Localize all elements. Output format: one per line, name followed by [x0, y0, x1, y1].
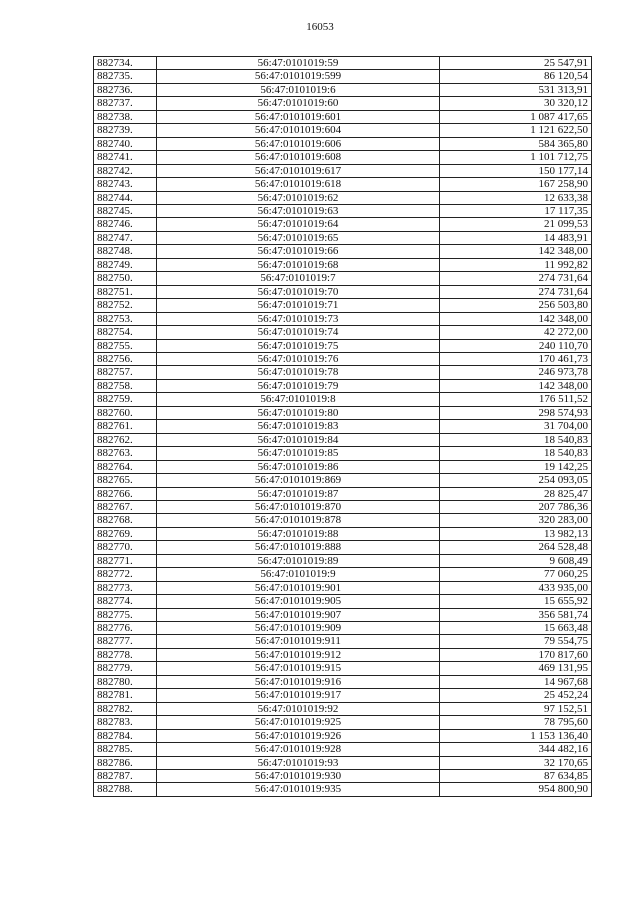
cadastral-value-cell: 13 982,13 — [440, 527, 592, 540]
table-row — [94, 662, 592, 675]
cadastral-value-cell: 31 704,00 — [440, 420, 592, 433]
cadastral-value-cell: 1 121 622,50 — [440, 124, 592, 137]
cadastral-value-cell: 9 608,49 — [440, 554, 592, 567]
cadastral-number-cell: 56:47:0101019:84 — [157, 433, 440, 446]
table-row — [94, 743, 592, 756]
cadastral-value-cell: 356 581,74 — [440, 608, 592, 621]
row-number-cell: 882778. — [94, 648, 157, 661]
row-number-cell: 882779. — [94, 662, 157, 675]
cadastral-number-cell: 56:47:0101019:59 — [157, 57, 440, 70]
cadastral-value-cell: 18 540,83 — [440, 447, 592, 460]
cadastral-value-cell: 21 099,53 — [440, 218, 592, 231]
table-row — [94, 406, 592, 419]
cadastral-value-cell: 25 547,91 — [440, 57, 592, 70]
cadastral-number-cell: 56:47:0101019:6 — [157, 83, 440, 96]
cadastral-value-cell: 274 731,64 — [440, 285, 592, 298]
cadastral-number-cell: 56:47:0101019:878 — [157, 514, 440, 527]
cadastral-number-cell: 56:47:0101019:87 — [157, 487, 440, 500]
row-number-cell: 882787. — [94, 770, 157, 783]
table-row — [94, 702, 592, 715]
row-number-cell: 882764. — [94, 460, 157, 473]
table-row — [94, 151, 592, 164]
cadastral-number-cell: 56:47:0101019:88 — [157, 527, 440, 540]
row-number-cell: 882776. — [94, 622, 157, 635]
row-number-cell: 882735. — [94, 70, 157, 83]
table-row — [94, 164, 592, 177]
table-row — [94, 756, 592, 769]
row-number-cell: 882785. — [94, 743, 157, 756]
cadastral-number-cell: 56:47:0101019:64 — [157, 218, 440, 231]
cadastral-number-cell: 56:47:0101019:928 — [157, 743, 440, 756]
table-row — [94, 124, 592, 137]
cadastral-number-cell: 56:47:0101019:905 — [157, 595, 440, 608]
table-row — [94, 608, 592, 621]
table-row — [94, 581, 592, 594]
cadastral-number-cell: 56:47:0101019:7 — [157, 272, 440, 285]
cadastral-value-cell: 1 153 136,40 — [440, 729, 592, 742]
cadastral-number-cell: 56:47:0101019:930 — [157, 770, 440, 783]
table-row — [94, 487, 592, 500]
table-row — [94, 245, 592, 258]
cadastral-number-cell: 56:47:0101019:888 — [157, 541, 440, 554]
table-row — [94, 97, 592, 110]
row-number-cell: 882742. — [94, 164, 157, 177]
cadastral-value-cell: 240 110,70 — [440, 339, 592, 352]
cadastral-number-cell: 56:47:0101019:909 — [157, 622, 440, 635]
row-number-cell: 882786. — [94, 756, 157, 769]
table-row — [94, 339, 592, 352]
table-row — [94, 675, 592, 688]
table-row — [94, 635, 592, 648]
table-row — [94, 541, 592, 554]
cadastral-number-cell: 56:47:0101019:70 — [157, 285, 440, 298]
cadastral-number-cell: 56:47:0101019:901 — [157, 581, 440, 594]
cadastral-number-cell: 56:47:0101019:915 — [157, 662, 440, 675]
cadastral-number-cell: 56:47:0101019:617 — [157, 164, 440, 177]
cadastral-number-cell: 56:47:0101019:604 — [157, 124, 440, 137]
cadastral-number-cell: 56:47:0101019:74 — [157, 326, 440, 339]
cadastral-value-cell: 344 482,16 — [440, 743, 592, 756]
table-row — [94, 393, 592, 406]
table-row — [94, 285, 592, 298]
table-row — [94, 783, 592, 796]
cadastral-value-cell: 150 177,14 — [440, 164, 592, 177]
table-row — [94, 500, 592, 513]
table-row — [94, 191, 592, 204]
cadastral-value-cell: 469 131,95 — [440, 662, 592, 675]
cadastral-value-cell: 298 574,93 — [440, 406, 592, 419]
cadastral-number-cell: 56:47:0101019:618 — [157, 178, 440, 191]
row-number-cell: 882734. — [94, 57, 157, 70]
cadastral-value-cell: 14 483,91 — [440, 231, 592, 244]
cadastral-value-cell: 42 272,00 — [440, 326, 592, 339]
cadastral-number-cell: 56:47:0101019:601 — [157, 110, 440, 123]
cadastral-number-cell: 56:47:0101019:65 — [157, 231, 440, 244]
cadastral-number-cell: 56:47:0101019:608 — [157, 151, 440, 164]
cadastral-number-cell: 56:47:0101019:71 — [157, 299, 440, 312]
row-number-cell: 882781. — [94, 689, 157, 702]
cadastral-number-cell: 56:47:0101019:925 — [157, 716, 440, 729]
cadastral-number-cell: 56:47:0101019:917 — [157, 689, 440, 702]
row-number-cell: 882775. — [94, 608, 157, 621]
row-number-cell: 882769. — [94, 527, 157, 540]
row-number-cell: 882762. — [94, 433, 157, 446]
row-number-cell: 882746. — [94, 218, 157, 231]
row-number-cell: 882758. — [94, 379, 157, 392]
row-number-cell: 882788. — [94, 783, 157, 796]
row-number-cell: 882761. — [94, 420, 157, 433]
cadastral-value-cell: 15 655,92 — [440, 595, 592, 608]
table-row — [94, 110, 592, 123]
cadastral-value-cell: 274 731,64 — [440, 272, 592, 285]
cadastral-value-cell: 11 992,82 — [440, 258, 592, 271]
row-number-cell: 882759. — [94, 393, 157, 406]
cadastral-value-cell: 17 117,35 — [440, 204, 592, 217]
cadastral-number-cell: 56:47:0101019:916 — [157, 675, 440, 688]
table-row — [94, 204, 592, 217]
cadastral-value-cell: 86 120,54 — [440, 70, 592, 83]
row-number-cell: 882780. — [94, 675, 157, 688]
cadastral-number-cell: 56:47:0101019:86 — [157, 460, 440, 473]
table-row — [94, 460, 592, 473]
cadastral-number-cell: 56:47:0101019:911 — [157, 635, 440, 648]
cadastral-value-cell: 1 101 712,75 — [440, 151, 592, 164]
cadastral-number-cell: 56:47:0101019:80 — [157, 406, 440, 419]
table-row — [94, 648, 592, 661]
cadastral-value-cell: 78 795,60 — [440, 716, 592, 729]
row-number-cell: 882766. — [94, 487, 157, 500]
row-number-cell: 882767. — [94, 500, 157, 513]
row-number-cell: 882749. — [94, 258, 157, 271]
cadastral-value-cell: 246 973,78 — [440, 366, 592, 379]
cadastral-number-cell: 56:47:0101019:76 — [157, 352, 440, 365]
row-number-cell: 882744. — [94, 191, 157, 204]
table-row — [94, 178, 592, 191]
row-number-cell: 882757. — [94, 366, 157, 379]
cadastral-value-cell: 87 634,85 — [440, 770, 592, 783]
table-row — [94, 299, 592, 312]
row-number-cell: 882751. — [94, 285, 157, 298]
cadastral-number-cell: 56:47:0101019:8 — [157, 393, 440, 406]
row-number-cell: 882783. — [94, 716, 157, 729]
table-row — [94, 729, 592, 742]
cadastral-number-cell: 56:47:0101019:599 — [157, 70, 440, 83]
cadastral-value-cell: 176 511,52 — [440, 393, 592, 406]
row-number-cell: 882768. — [94, 514, 157, 527]
row-number-cell: 882773. — [94, 581, 157, 594]
row-number-cell: 882755. — [94, 339, 157, 352]
cadastral-value-cell: 12 633,38 — [440, 191, 592, 204]
cadastral-value-cell: 28 825,47 — [440, 487, 592, 500]
cadastral-value-cell: 167 258,90 — [440, 178, 592, 191]
row-number-cell: 882771. — [94, 554, 157, 567]
cadastral-number-cell: 56:47:0101019:907 — [157, 608, 440, 621]
row-number-cell: 882745. — [94, 204, 157, 217]
table-row — [94, 595, 592, 608]
table-row — [94, 420, 592, 433]
cadastral-number-cell: 56:47:0101019:870 — [157, 500, 440, 513]
row-number-cell: 882754. — [94, 326, 157, 339]
cadastral-number-cell: 56:47:0101019:60 — [157, 97, 440, 110]
table-row — [94, 70, 592, 83]
cadastral-number-cell: 56:47:0101019:63 — [157, 204, 440, 217]
row-number-cell: 882743. — [94, 178, 157, 191]
cadastral-value-cell: 256 503,80 — [440, 299, 592, 312]
cadastral-value-cell: 142 348,00 — [440, 245, 592, 258]
cadastral-value-cell: 584 365,80 — [440, 137, 592, 150]
cadastral-number-cell: 56:47:0101019:85 — [157, 447, 440, 460]
row-number-cell: 882782. — [94, 702, 157, 715]
row-number-cell: 882763. — [94, 447, 157, 460]
cadastral-number-cell: 56:47:0101019:912 — [157, 648, 440, 661]
row-number-cell: 882740. — [94, 137, 157, 150]
table-row — [94, 514, 592, 527]
table-row — [94, 433, 592, 446]
cadastral-value-cell: 14 967,68 — [440, 675, 592, 688]
cadastral-number-cell: 56:47:0101019:93 — [157, 756, 440, 769]
table-row — [94, 770, 592, 783]
table-row — [94, 366, 592, 379]
cadastral-value-cell: 18 540,83 — [440, 433, 592, 446]
table-row — [94, 326, 592, 339]
cadastral-number-cell: 56:47:0101019:78 — [157, 366, 440, 379]
cadastral-number-cell: 56:47:0101019:869 — [157, 474, 440, 487]
row-number-cell: 882738. — [94, 110, 157, 123]
table-row — [94, 622, 592, 635]
row-number-cell: 882747. — [94, 231, 157, 244]
row-number-cell: 882741. — [94, 151, 157, 164]
cadastral-number-cell: 56:47:0101019:935 — [157, 783, 440, 796]
cadastral-number-cell: 56:47:0101019:62 — [157, 191, 440, 204]
cadastral-number-cell: 56:47:0101019:66 — [157, 245, 440, 258]
row-number-cell: 882756. — [94, 352, 157, 365]
cadastral-value-cell: 15 663,48 — [440, 622, 592, 635]
cadastral-value-cell: 97 152,51 — [440, 702, 592, 715]
table-row — [94, 352, 592, 365]
cadastral-value-cell: 142 348,00 — [440, 379, 592, 392]
cadastral-number-cell: 56:47:0101019:89 — [157, 554, 440, 567]
cadastral-value-cell: 433 935,00 — [440, 581, 592, 594]
page-number: 16053 — [306, 21, 334, 33]
row-number-cell: 882772. — [94, 568, 157, 581]
cadastral-number-cell: 56:47:0101019:9 — [157, 568, 440, 581]
cadastral-value-cell: 142 348,00 — [440, 312, 592, 325]
cadastral-number-cell: 56:47:0101019:83 — [157, 420, 440, 433]
table-row — [94, 272, 592, 285]
cadastral-number-cell: 56:47:0101019:926 — [157, 729, 440, 742]
cadastral-value-cell: 207 786,36 — [440, 500, 592, 513]
cadastral-value-cell: 954 800,90 — [440, 783, 592, 796]
cadastral-number-cell: 56:47:0101019:68 — [157, 258, 440, 271]
row-number-cell: 882750. — [94, 272, 157, 285]
cadastral-value-cell: 531 313,91 — [440, 83, 592, 96]
table-row — [94, 447, 592, 460]
table-row — [94, 527, 592, 540]
cadastral-value-cell: 170 817,60 — [440, 648, 592, 661]
cadastral-value-table — [93, 56, 592, 797]
row-number-cell: 882752. — [94, 299, 157, 312]
table-body — [94, 57, 592, 797]
table-row — [94, 689, 592, 702]
table-row — [94, 83, 592, 96]
cadastral-number-cell: 56:47:0101019:606 — [157, 137, 440, 150]
cadastral-value-cell: 19 142,25 — [440, 460, 592, 473]
cadastral-value-cell: 170 461,73 — [440, 352, 592, 365]
cadastral-value-cell: 77 060,25 — [440, 568, 592, 581]
cadastral-number-cell: 56:47:0101019:73 — [157, 312, 440, 325]
row-number-cell: 882739. — [94, 124, 157, 137]
cadastral-value-cell: 79 554,75 — [440, 635, 592, 648]
cadastral-value-cell: 1 087 417,65 — [440, 110, 592, 123]
row-number-cell: 882765. — [94, 474, 157, 487]
table-row — [94, 716, 592, 729]
table-row — [94, 258, 592, 271]
row-number-cell: 882737. — [94, 97, 157, 110]
row-number-cell: 882760. — [94, 406, 157, 419]
cadastral-number-cell: 56:47:0101019:92 — [157, 702, 440, 715]
row-number-cell: 882753. — [94, 312, 157, 325]
table-row — [94, 57, 592, 70]
cadastral-value-cell: 30 320,12 — [440, 97, 592, 110]
cadastral-value-cell: 264 528,48 — [440, 541, 592, 554]
row-number-cell: 882777. — [94, 635, 157, 648]
table-row — [94, 379, 592, 392]
row-number-cell: 882784. — [94, 729, 157, 742]
table-row — [94, 554, 592, 567]
table-row — [94, 312, 592, 325]
row-number-cell: 882770. — [94, 541, 157, 554]
table-row — [94, 474, 592, 487]
cadastral-number-cell: 56:47:0101019:79 — [157, 379, 440, 392]
cadastral-number-cell: 56:47:0101019:75 — [157, 339, 440, 352]
row-number-cell: 882736. — [94, 83, 157, 96]
cadastral-value-cell: 254 093,05 — [440, 474, 592, 487]
row-number-cell: 882774. — [94, 595, 157, 608]
table-row — [94, 231, 592, 244]
cadastral-value-cell: 25 452,24 — [440, 689, 592, 702]
table-row — [94, 218, 592, 231]
table-row — [94, 568, 592, 581]
table-row — [94, 137, 592, 150]
cadastral-value-cell: 320 283,00 — [440, 514, 592, 527]
row-number-cell: 882748. — [94, 245, 157, 258]
cadastral-value-cell: 32 170,65 — [440, 756, 592, 769]
